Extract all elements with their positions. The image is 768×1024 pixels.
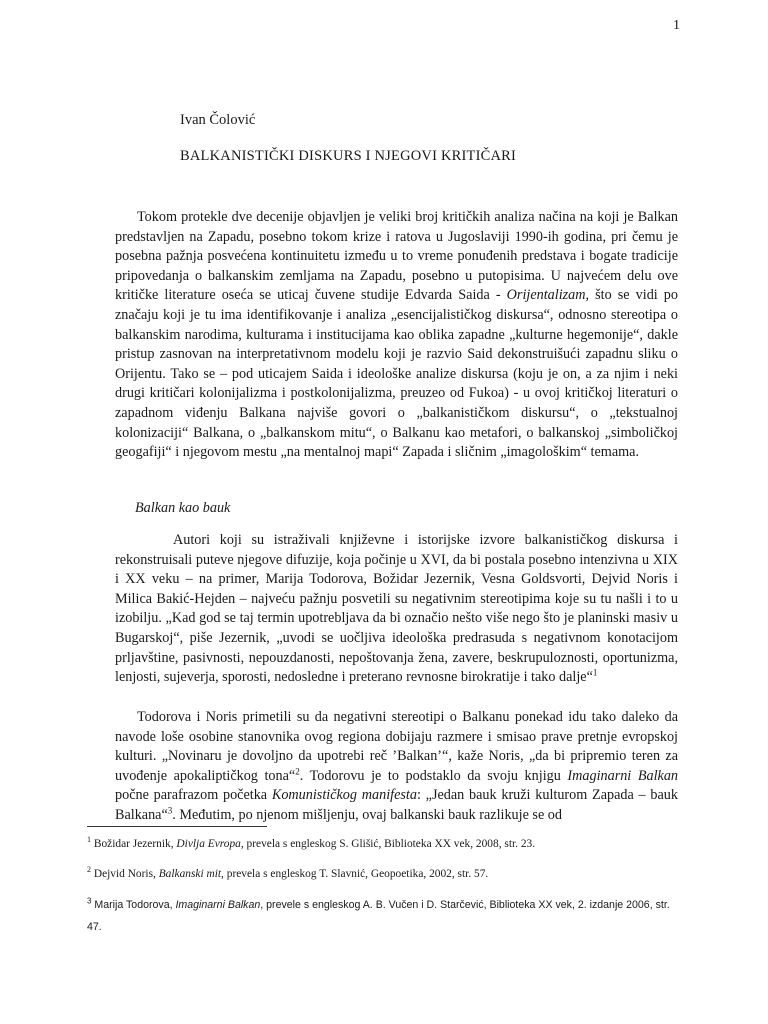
footnote-2: $^2$ Dejvid Noris, Balkanski mit, prevela s engleskog T. Slavnić, Geopoetika, 2002, str. 57.	[87, 865, 489, 880]
book-title-komunisticki-manifest: Komunističkog manifesta	[271, 787, 417, 804]
section-heading: Balkan kao bauk	[135, 500, 231, 516]
footnote-divider	[87, 826, 267, 827]
footnote-ref-1[interactable]: 1	[592, 667, 598, 678]
paragraph-intro: Tokom protekle dve decenije objavljen je veliki broj kritičkih analiza načina na koji je Balkan predstavljen na Zapadu, posebno tokom krize i ratova u Jugoslaviji 1990-ih godina, pri čemu je posebna pažnja posvećena kontinuitetu između u to vreme ponuđenih predstava i bogate tradicije pripovedanja o balkanskim zemljama na Zapadu, posebno u putopisima. U najvećem delu ove kritičke literature oseća se uticaj čuvene studije Edvarda Saida - Orijentalizam, što se vidi po značaju koji je tu ima identifikovanje i analiza „esencijalističkog diskursa“, odnosno stereotipa o balkanskim narodima, kulturama i institucijama kao oblika zapadne „kulturne hegemonije“, dakle pristup zasnovan na interpretativnom modelu koji je razvio Said dekonstruišući zapadnu sliku o Orijentu. Tako se – pod uticajem Saida i ideološke analize diskursa (koju je on, a za njim i neki drugi kritičari kolonijalizma i postkolonijalizma, preuzeo od Fukoa) - u ovoj kritičkoj literaturi o zapadnom viđenju Balkana najviše govori o „balkanističkom diskursu“, o „tekstualnoj kolonizaciji“ Balkana, o „balkanskom mitu“, o Balkanu kao metafori, o balkanskoj „simboličkoj geogafiji“ i njegovom mestu „na mentalnoj mapi“ Zapada i sličnim „imagološkim“ temama.	[115, 209, 678, 461]
book-title-imaginarni-balkan: Imaginarni Balkan	[567, 767, 679, 784]
footnote-3: $^3$ Marija Todorova, Imaginarni Balkan, prevele s engleskog A. B. Vučen i D. Starčević, Biblioteka XX vek, 2. izdanje 2006, str. 47.	[87, 896, 670, 933]
document-title: BALKANISTIČKI DISKURS I NJEGOVI KRITIČARI	[180, 148, 517, 164]
paragraph-balkan-bauk: Autori koji su istraživali književne i istorijske izvore balkanističkog diskursa i rekonstruisali puteve njegove difuzije, koja počinje u XVI, da bi postala posebno intenzivna u XIX i XX veku – na primer, Marija Todorova, Božidar Jezernik, Vesna Goldsvorti, Dejvid Noris i Milica Bakić-Hejden – najveću pažnju posvetili su negativnim stereotipima koje su tu našli i to u izobilju. „Kad god se taj termin upotrebljava da bi označio nešto više nego što je planinski masiv u Bugarskoj“, piše Jezernik, „uvodi se uočljiva ideološka predrasuda s negativnom konotacijom prljavštine, pasivnosti, nepouzdanosti, nepoštovanja žena, zavere, beskrupuloznosti, oportunizma, lenjosti, sujeverja, sporosti, nedosledne i preterano revnosne birokratije i tako dalje“$^1$	[115, 532, 678, 686]
footnote-ref-2[interactable]: 2	[295, 766, 300, 777]
book-title-orijentalizam: Orijentalizam	[506, 287, 586, 304]
paragraph-todorova-noris: Todorova i Noris primetili su da negativni stereotipi o Balkanu ponekad idu tako daleko da navode loše osobine stanovnika ovog regiona dobijaju razmere i smisao prave pretnje evropskoj kulturi. „Novinaru je dovoljno da upotrebi reč ’Balkan’“, kaže Noris, „da bi pripremio teren za uvođenje apokaliptičkog tona“$^2$. Todorovu je to podstaklo da svoju knjigu Imaginarni Balkan počne parafrazom početka Komunističkog manifesta: „Jedan bauk kruži kulturom Zapada – bauk Balkana“$^3$. Međutim, po njenom mišljenju, ovaj balkanski bauk razlikuje se od	[115, 709, 679, 823]
footnote-1: $^1$ Božidar Jezernik, Divlja Evropa, prevela s engleskog S. Glišić, Biblioteka XX vek, 2008, str. 23.	[87, 835, 536, 850]
footnote-ref-3[interactable]: 3	[167, 805, 173, 816]
page-number: 1	[673, 18, 680, 33]
author-name: Ivan Čolović	[180, 112, 256, 128]
